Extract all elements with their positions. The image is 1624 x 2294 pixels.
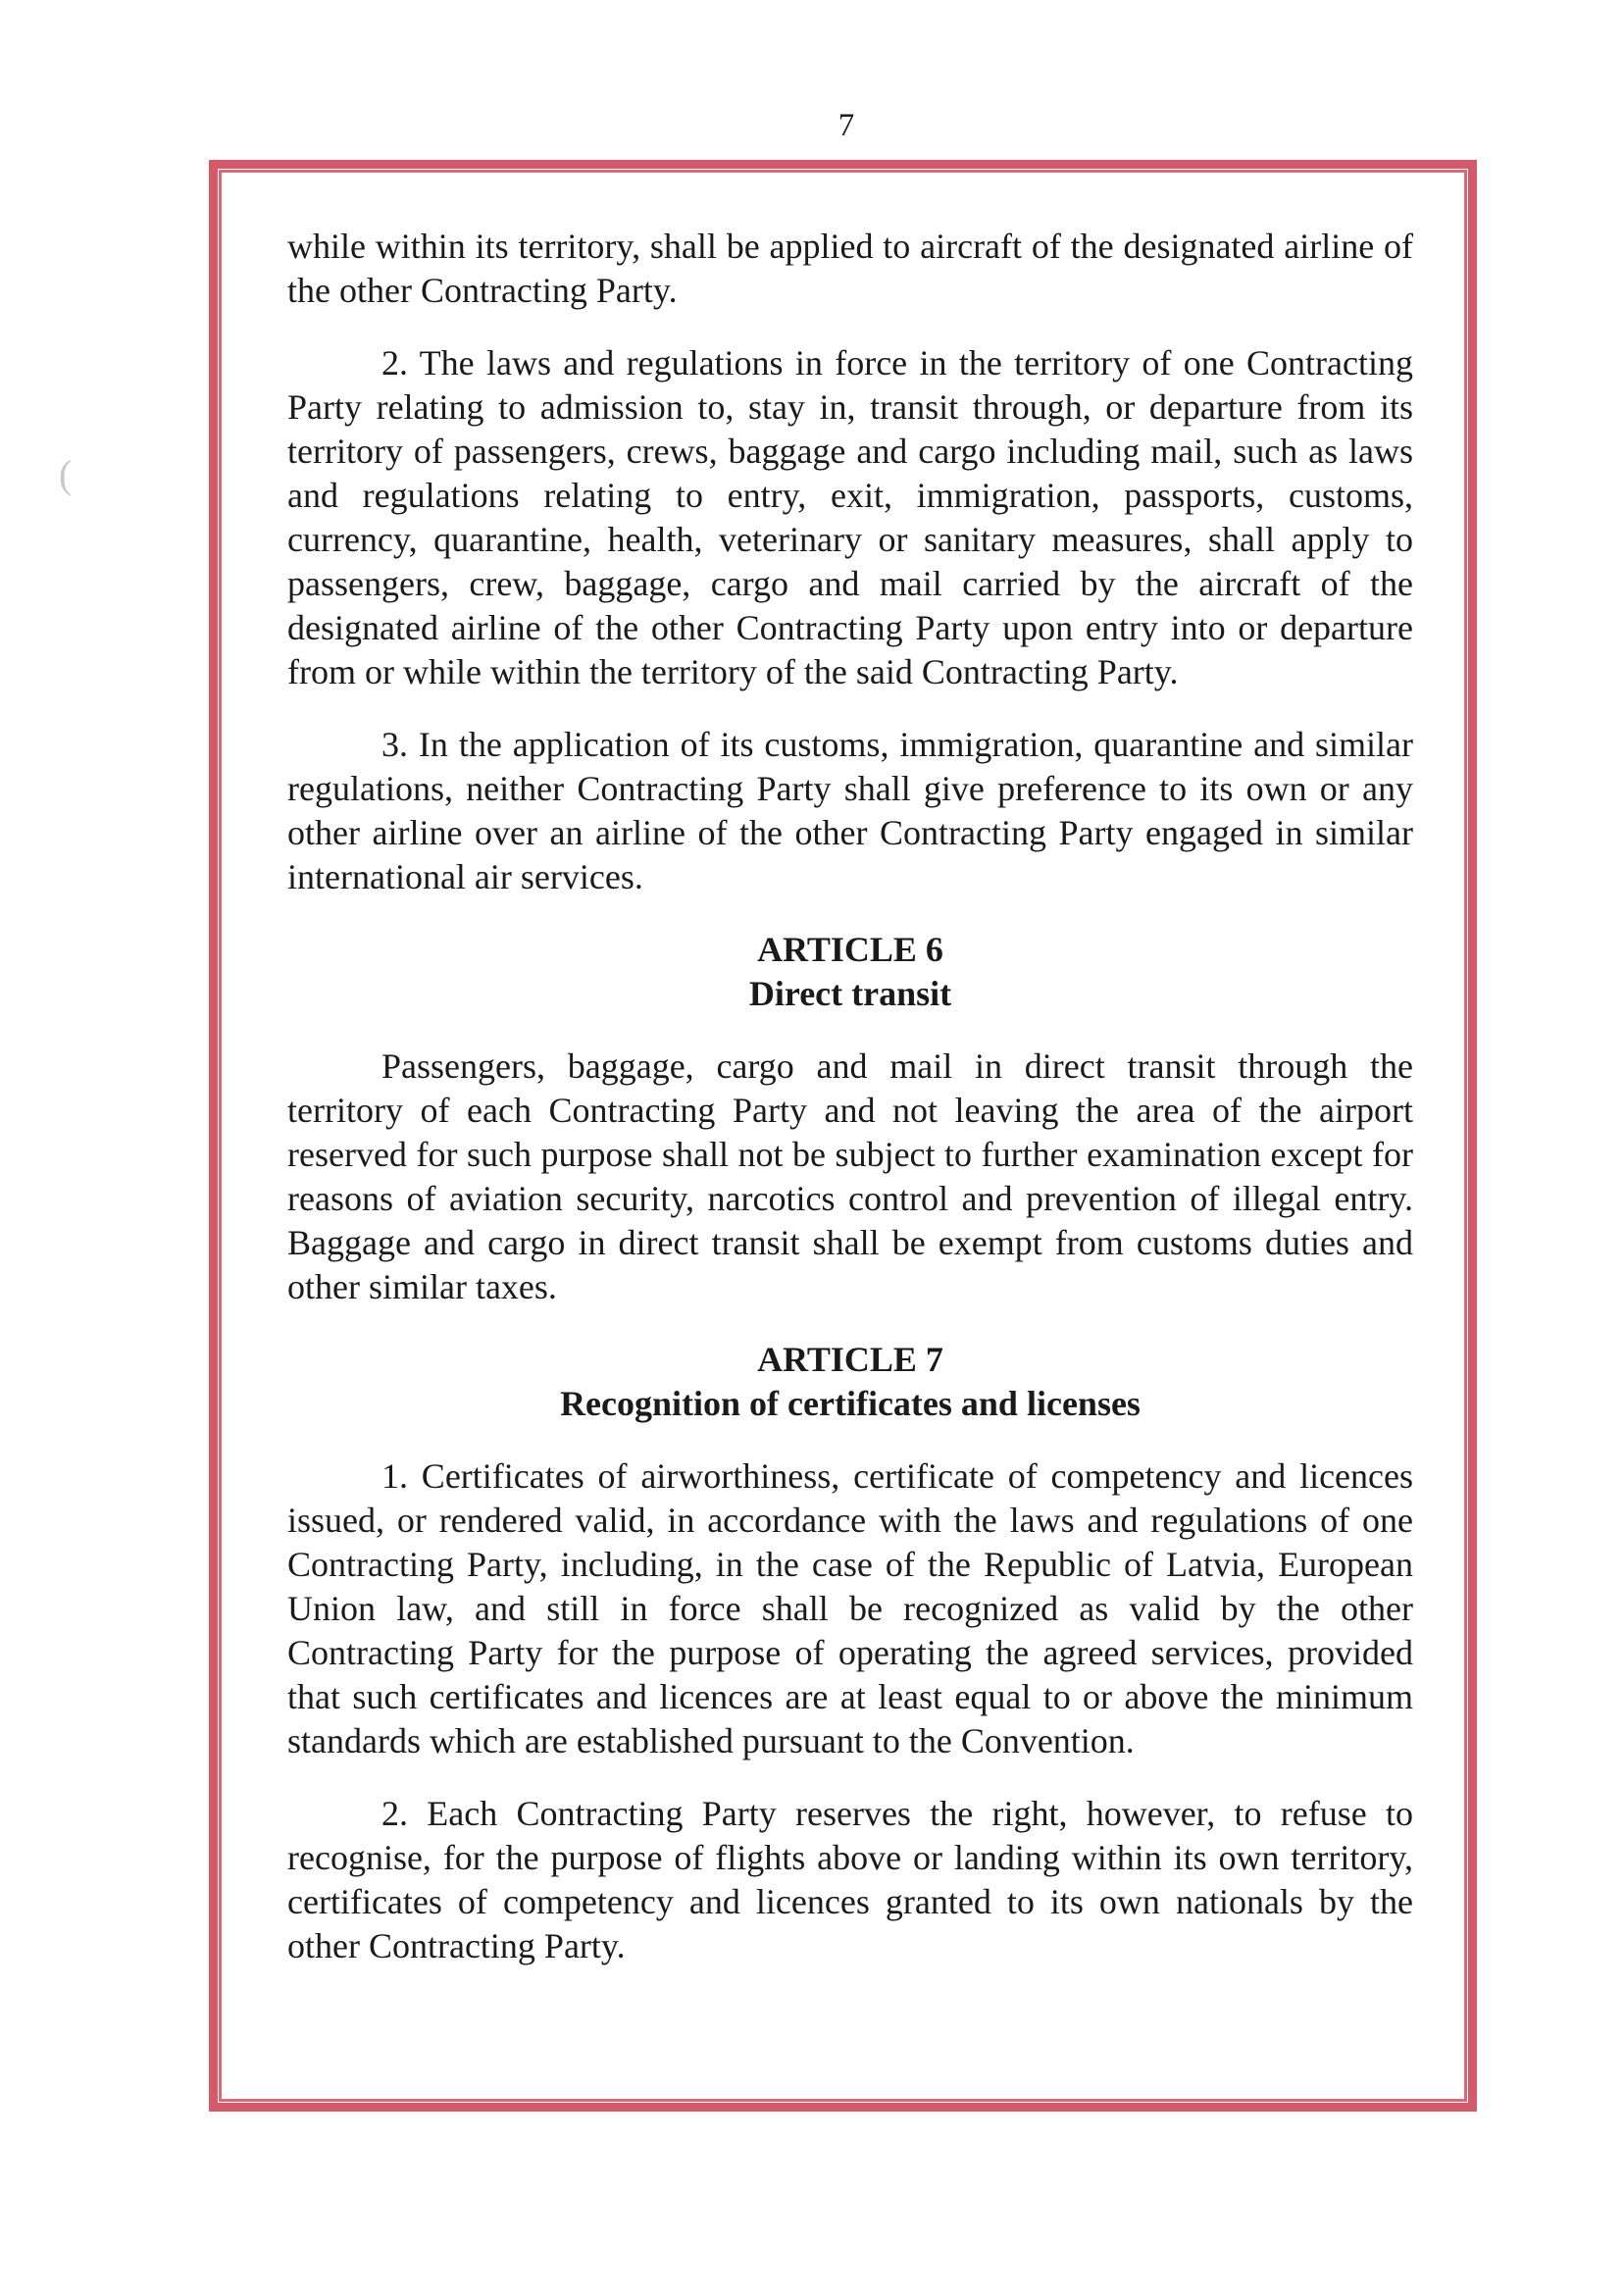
article-7-paragraph-1: 1. Certificates of airworthiness, certificate of competency and licences issued, or rendered valid, in accordance with the laws and regulations of one Contracting Party, including, in the case of the Republic of Latvia, European Union law, and still in force shall be recognized as valid by the other Contracting Party for the purpose of operating the agreed services, provided that such certificates and licences are at least equal to or above the minimum standards which are established pursuant to the Convention. (287, 1456, 1413, 1760)
article-6-number: ARTICLE 6 (757, 930, 943, 969)
article-6-body: Passengers, baggage, cargo and mail in direct transit through the territory of each Contracting Party and not leaving the area of the airport reserved for such purpose shall not be subject to further examination except for reasons of aviation security, narcotics control and prevention of illegal entry. Baggage and cargo in direct transit shall be exempt from customs duties and other similar taxes. (287, 1046, 1413, 1306)
document-body (287, 225, 1413, 1997)
article-6-heading (287, 928, 1413, 1016)
article-7-number: ARTICLE 7 (757, 1340, 943, 1379)
article-7-title: Recognition of certificates and licenses (560, 1384, 1141, 1423)
article-7-paragraph-2: 2. Each Contracting Party reserves the right, however, to refuse to recognise, for the purpose of flights above or landing within its own territory, certificates of competency and licences granted to its own nationals by the other Contracting Party. (287, 1794, 1413, 1965)
article-6-title: Direct transit (748, 974, 952, 1013)
paragraph-customs-preference: 3. In the application of its customs, immigration, quarantine and similar regulations, neither Contracting Party shall give preference to its own or any other airline over an airline of the other Contracting Party engaged in similar international air services. (287, 725, 1413, 896)
page-number: 7 (837, 108, 855, 143)
article-7-heading (287, 1338, 1413, 1426)
paragraph-continuation: while within its territory, shall be applied to aircraft of the designated airline of the other Contracting Party. (287, 227, 1413, 310)
margin-mark: ( (59, 452, 73, 496)
paragraph-laws-regulations: 2. The laws and regulations in force in the territory of one Contracting Party relating to admission to, stay in, transit through, or departure from its territory of passengers, crews, baggage and cargo including mail, such as laws and regulations relating to entry, exit, immigration, passports, customs, currency, quarantine, health, veterinary or sanitary measures, shall apply to passengers, crew, baggage, cargo and mail carried by the aircraft of the designated airline of the other Contracting Party upon entry into or departure from or while within the territory of the said Contracting Party. (287, 343, 1413, 691)
